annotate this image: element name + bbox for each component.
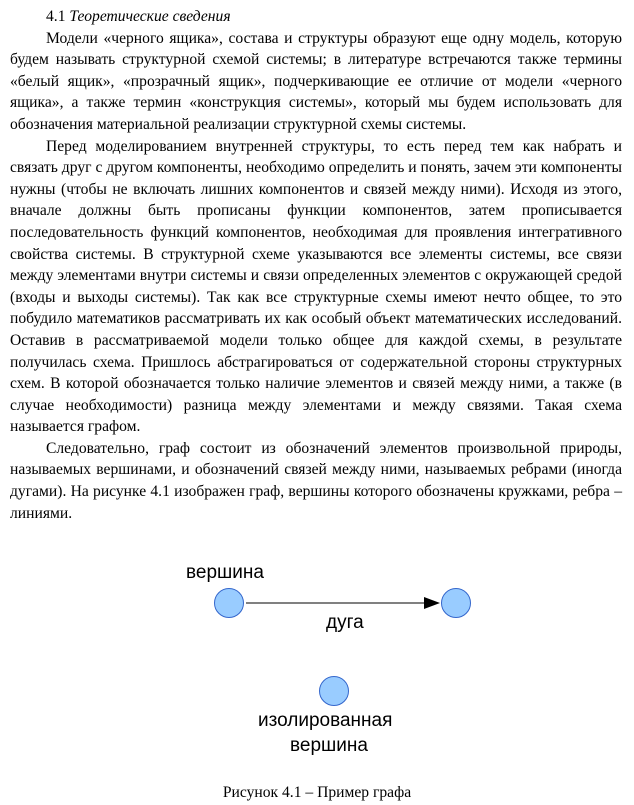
section-number: 4.1 bbox=[46, 8, 66, 25]
isolated-vertex-label-line1: изолированная bbox=[258, 710, 393, 731]
isolated-vertex-label-line2: вершина bbox=[290, 735, 368, 756]
arc-label: дуга bbox=[326, 612, 364, 633]
text-block bbox=[10, 6, 622, 524]
isolated-vertex bbox=[319, 676, 349, 706]
section-title: Теоретические сведения bbox=[69, 8, 231, 25]
section-heading bbox=[46, 6, 622, 28]
paragraph-2: Перед моделированием внутренней структуры, то есть перед тем как набрать и связать друг с другом компоненты, необходимо определить и понять, зачем эти компоненты нужны (чтобы не включать лишних компонентов и связей между ними). Исходя из этого, вначале должны быть прописаны функции компонентов, затем прописывается последовательность функций компонентов, необходимая для проявления интегративного свойства системы. В структурной схеме указываются все элементы системы, все связи между элементами внутри системы и связи определенных элементов с окружающей средой (входы и выходы системы). Так как все структурные схемы имеют нечто общее, то это побудило математиков рассматривать их как особый объект математических исследований. Оставив в рассматриваемой модели только общее для каждой схемы, в результате получилась схема. Пришлось абстрагироваться от содержательной стороны структурных схем. В которой обозначается только наличие элементов и связей между ними, а также (в случае необходимости) разница между элементами и между связями. Такая схема называется графом. bbox=[10, 137, 622, 436]
paragraph-1: Модели «черного ящика», состава и структуры образуют еще одну модель, которую будем называть структурной схемой системы; в литературе встречаются также термины «белый ящик», «прозрачный ящик», подчеркивающие ее отличие от модели «черного ящика», а также термин «конструкция системы», который мы будем использовать для обозначения материальной реализации структурной схемы системы. bbox=[10, 29, 622, 133]
vertex-right bbox=[441, 588, 471, 618]
graph-figure bbox=[0, 555, 634, 770]
figure-caption: Рисунок 4.1 – Пример графа bbox=[222, 784, 412, 801]
arc-arrowhead bbox=[424, 597, 440, 609]
paragraph-3: Следовательно, граф состоит из обозначений элементов произвольной природы, называемых вершинами, и обозначений связей между ними, называемых ребрами (иногда дугами). На рисунке 4.1 изображен граф, вершины которого обозначены кружками, ребра – линиями. bbox=[10, 439, 622, 522]
vertex-label: вершина bbox=[186, 562, 264, 583]
